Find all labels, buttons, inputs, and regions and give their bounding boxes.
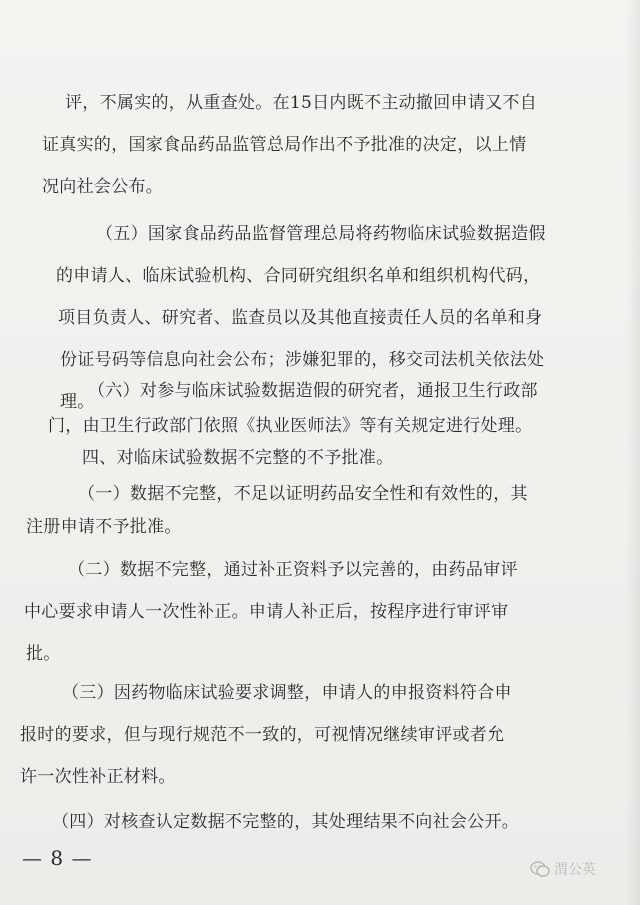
watermark-text: 渭公英 — [554, 862, 596, 878]
body-line: 证真实的，国家食品药品监管总局作出不予批准的决定，以上情 — [42, 135, 527, 155]
body-line: 门，由卫生行政部门依照《执业医师法》等有关规定进行处理。 — [48, 416, 533, 436]
body-line: 份证号码等信息向社会公布；涉嫌犯罪的，移交司法机关依法处 — [60, 350, 545, 370]
body-line: （三）因药物临床试验要求调整，申请人的申报资料符合申 — [62, 683, 512, 703]
body-line: （六）对参与临床试验数据造假的研究者，通报卫生行政部 — [88, 381, 538, 401]
body-line: （一）数据不完整，不足以证明药品安全性和有效性的，其 — [78, 484, 528, 504]
body-line: 项目负责人、研究者、监查员以及其他直接责任人员的名单和身 — [58, 308, 543, 328]
body-line: （五）国家食品药品监督管理总局将药物临床试验数据造假 — [96, 224, 546, 244]
page-number: — 8 — — [22, 846, 93, 870]
body-line: 报时的要求，但与现行规范不一致的，可视情况继续审评或者允 — [20, 725, 505, 745]
body-line: 况向社会公布。 — [42, 177, 164, 197]
body-line: 许一次性补正材料。 — [20, 767, 176, 787]
body-line: 的申请人、临床试验机构、合同研究组织名单和组织机构代码， — [56, 266, 541, 286]
body-line: （二）数据不完整，通过补正资料予以完善的，由药品审评 — [68, 560, 518, 580]
body-line: 中心要求申请人一次性补正。申请人补正后，按程序进行审评审 — [24, 602, 509, 622]
body-line: 评，不属实的，从重查处。在15日内既不主动撤回申请又不自 — [65, 93, 538, 113]
body-line: 理。 — [60, 392, 95, 412]
body-line: 注册申请不予批准。 — [26, 517, 182, 537]
body-line: 批。 — [26, 644, 61, 664]
body-line: （四）对核查认定数据不完整的，其处理结果不向社会公开。 — [52, 812, 520, 832]
wechat-icon — [530, 860, 550, 878]
watermark — [530, 858, 596, 880]
scan-shadow — [626, 0, 640, 905]
section-heading: 四、对临床试验数据不完整的不予批准。 — [82, 448, 394, 468]
